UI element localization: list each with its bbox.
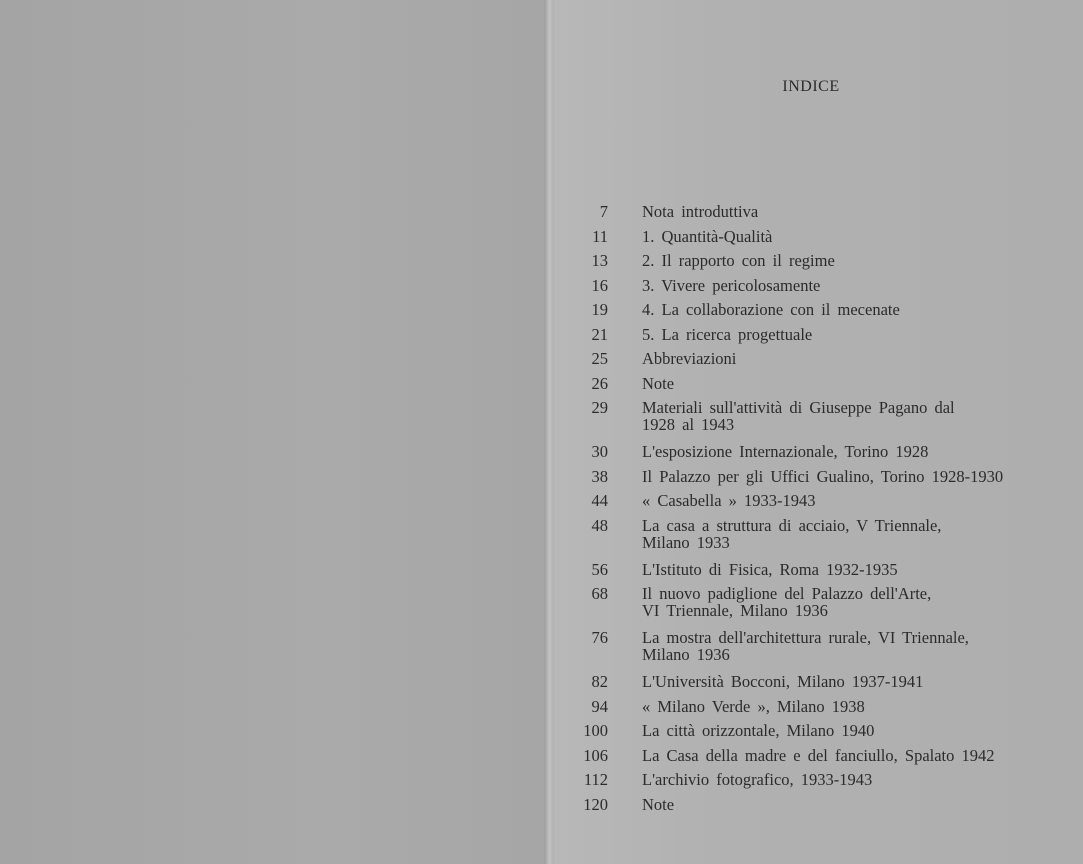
toc-page-number: 94 <box>591 696 608 716</box>
toc-entry-line: Nota introduttiva <box>642 202 759 221</box>
toc-entry <box>560 747 1040 772</box>
toc-entry <box>560 350 1040 375</box>
toc-entry-title <box>642 326 812 343</box>
toc-entry-title <box>642 375 674 392</box>
toc-page-number: 120 <box>583 794 608 814</box>
toc-entry-line: L'Università Bocconi, Milano 1937-1941 <box>642 672 924 691</box>
toc-entry-line: 5. La ricerca progettuale <box>642 324 813 344</box>
toc-entry-line: L'Istituto di Fisica, Roma 1932-1935 <box>642 559 898 579</box>
toc-entry-title <box>642 629 969 663</box>
toc-entry <box>560 561 1040 586</box>
toc-entry <box>560 492 1040 517</box>
toc-entry <box>560 673 1040 698</box>
toc-entry-title <box>642 698 865 715</box>
toc-entry <box>560 468 1040 493</box>
toc-entry-line: L'archivio fotografico, 1933-1943 <box>642 770 873 789</box>
toc-entry-line: La casa a struttura di acciaio, V Triennale, <box>642 515 942 535</box>
toc-entry-line: Il Palazzo per gli Uffici Gualino, Torino 1928-1930 <box>642 466 1004 486</box>
toc-entry <box>560 228 1040 253</box>
toc-entry-line: Note <box>642 794 675 814</box>
toc-page-number: 68 <box>591 584 608 603</box>
toc-entry-line: 2. Il rapporto con il regime <box>642 251 835 270</box>
toc-entry-title <box>642 468 1003 485</box>
toc-entry-line: Milano 1933 <box>642 532 730 552</box>
toc-entry-title <box>642 492 816 509</box>
toc-page-number: 30 <box>591 442 608 461</box>
toc-entry <box>560 796 1040 821</box>
toc-entry <box>560 277 1040 302</box>
toc-entry-title <box>642 252 835 269</box>
toc-entry-title <box>642 561 898 578</box>
toc-entry-line: La città orizzontale, Milano 1940 <box>642 721 875 740</box>
toc-entry-line: La Casa della madre e del fanciullo, Spalato 1942 <box>642 745 995 765</box>
toc-entry-title <box>642 301 900 318</box>
toc-entry <box>560 443 1040 468</box>
toc-entry-line: « Casabella » 1933-1943 <box>642 491 816 510</box>
toc-entry-line: Milano 1936 <box>642 645 730 664</box>
toc-entry <box>560 252 1040 277</box>
toc-entry-title <box>642 673 923 690</box>
toc-page-number: 7 <box>599 202 608 221</box>
toc-page-number: 82 <box>591 672 608 691</box>
toc-entry-line: L'esposizione Internazionale, Torino 1928 <box>642 442 929 461</box>
toc-entry-line: « Milano Verde », Milano 1938 <box>642 696 865 716</box>
toc-page-number: 13 <box>591 251 608 270</box>
toc-entry-line: VI Triennale, Milano 1936 <box>642 601 828 620</box>
toc-entry-line: 1928 al 1943 <box>642 415 735 434</box>
toc-entry-title <box>642 443 928 460</box>
toc-entry-title <box>642 796 674 813</box>
toc-page-number: 25 <box>591 349 608 368</box>
toc-entry <box>560 301 1040 326</box>
toc-entry <box>560 722 1040 747</box>
toc-entry-title <box>642 722 874 739</box>
toc-page-number: 21 <box>591 324 608 344</box>
page-title: INDICE <box>782 78 840 95</box>
toc-entry-line: 4. La collaborazione con il mecenate <box>642 300 900 319</box>
toc-entry-title <box>642 399 955 433</box>
toc-page-number: 16 <box>591 275 608 295</box>
toc-entry-line: Materiali sull'attività di Giuseppe Pagano dal <box>642 398 955 417</box>
toc-entry-line: La mostra dell'architettura rurale, VI Triennale, <box>642 628 969 647</box>
toc-entry-title <box>642 350 736 367</box>
toc-entry-line: 3. Vivere pericolosamente <box>642 275 821 295</box>
toc-page-number: 76 <box>591 628 608 647</box>
toc-entry <box>560 629 1040 673</box>
toc-entry-line: Note <box>642 373 675 393</box>
toc-entry <box>560 375 1040 400</box>
toc-page-number: 112 <box>583 770 608 789</box>
toc-entry-line: 1. Quantità-Qualità <box>642 226 773 246</box>
toc-entry-title <box>642 228 772 245</box>
toc-entry <box>560 771 1040 796</box>
toc-entry-line: Il nuovo padiglione del Palazzo dell'Arte, <box>642 584 932 603</box>
toc-page-number: 48 <box>591 515 608 535</box>
toc-entry <box>560 698 1040 723</box>
toc-page-number: 56 <box>591 559 608 579</box>
toc-page-number: 38 <box>591 466 608 486</box>
toc-page-number: 29 <box>591 398 608 417</box>
toc-entry <box>560 203 1040 228</box>
toc-page-number: 19 <box>591 300 608 319</box>
toc-entry-title <box>642 203 758 220</box>
toc-entry-title <box>642 585 931 619</box>
toc-entry <box>560 585 1040 629</box>
toc-page-number: 26 <box>591 373 608 393</box>
toc-entry-title <box>642 517 941 551</box>
toc-entry <box>560 326 1040 351</box>
toc-entry-line: Abbreviazioni <box>642 349 737 368</box>
toc-page-number: 11 <box>592 226 608 246</box>
table-of-contents <box>560 203 1040 820</box>
toc-entry <box>560 399 1040 443</box>
toc-page-number: 106 <box>583 745 608 765</box>
toc-entry-title <box>642 747 995 764</box>
toc-entry-title <box>642 771 872 788</box>
toc-page-number: 100 <box>583 721 608 740</box>
toc-entry <box>560 517 1040 561</box>
toc-page-number: 44 <box>591 491 608 510</box>
toc-entry-title <box>642 277 820 294</box>
